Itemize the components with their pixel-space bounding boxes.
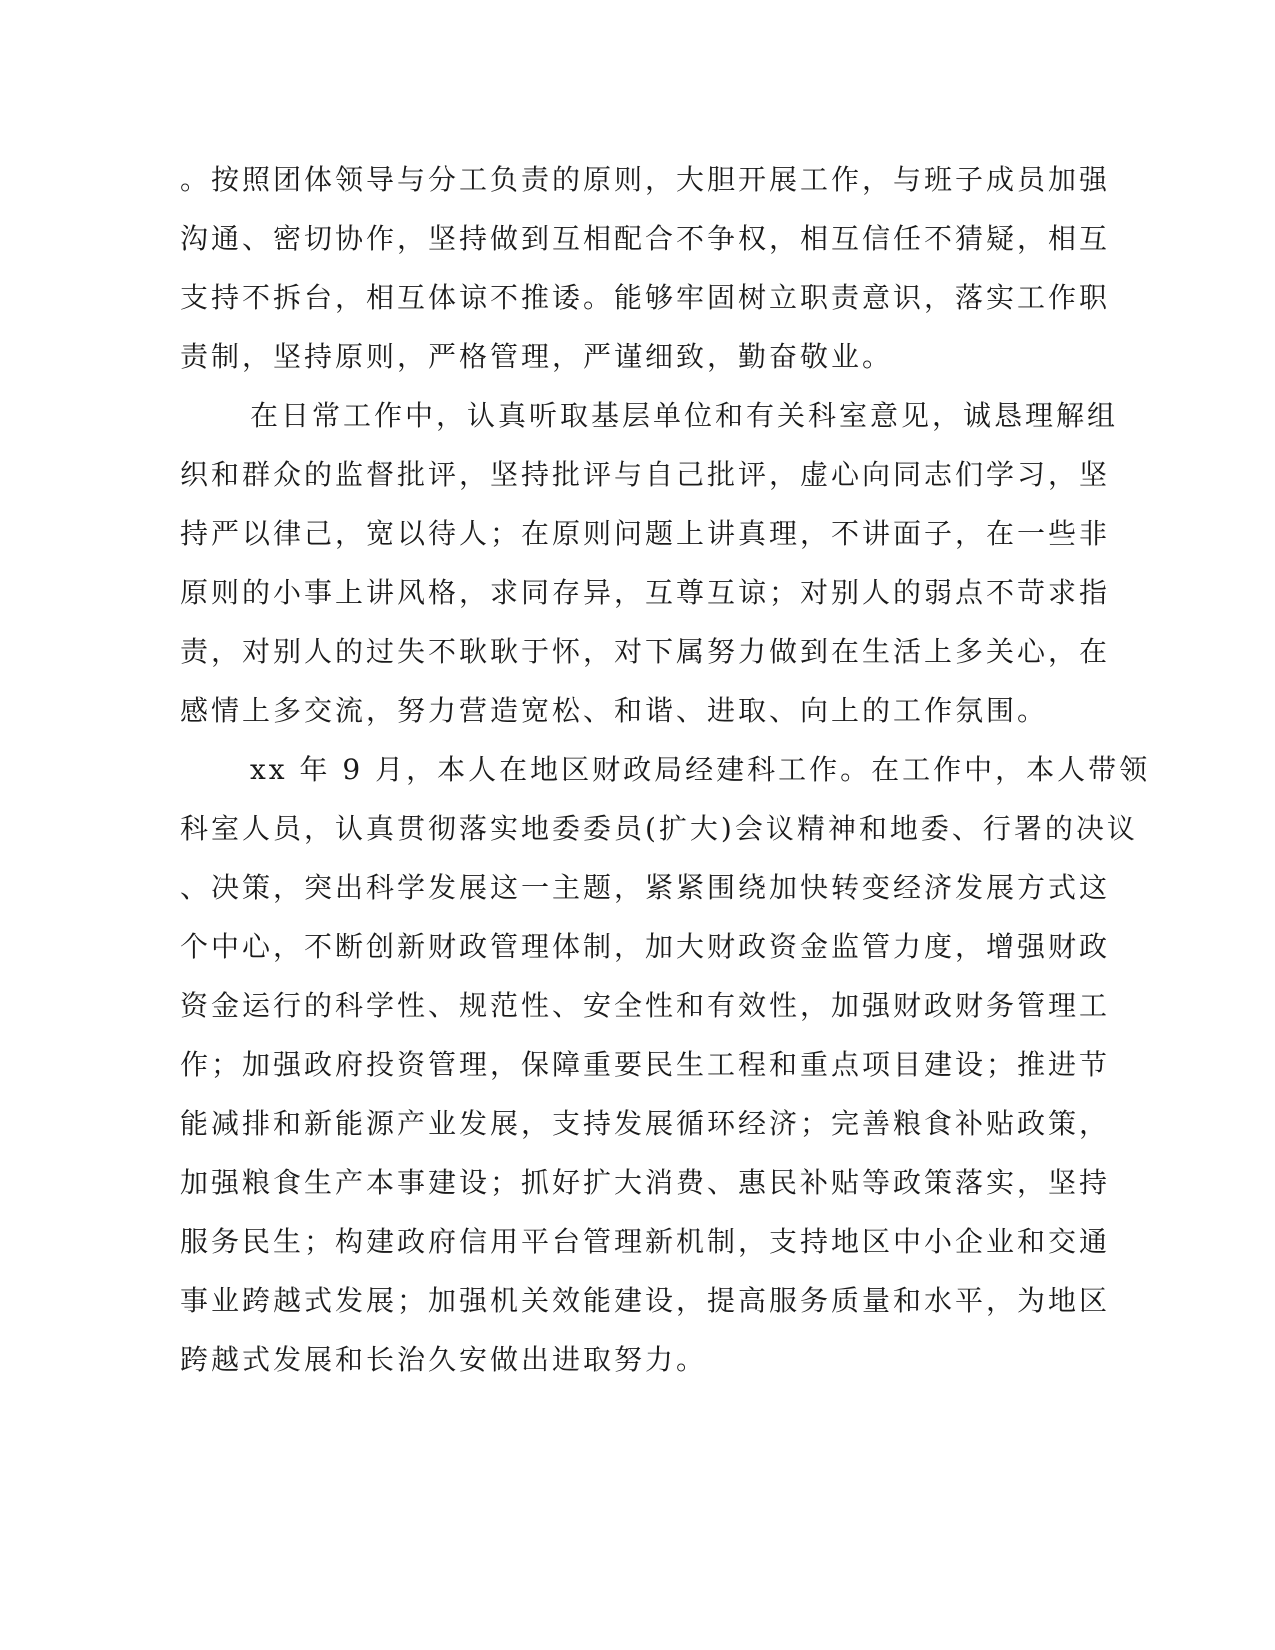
text-line: 、决策，突出科学发展这一主题，紧紧围绕加快转变经济发展方式这: [180, 871, 1111, 904]
text-line: 事业跨越式发展；加强机关效能建设，提高服务质量和水平，为地区: [180, 1284, 1111, 1317]
text-line: 织和群众的监督批评，坚持批评与自己批评，虚心向同志们学习，坚: [180, 458, 1111, 491]
text-line: 感情上多交流，努力营造宽松、和谐、进取、向上的工作氛围。: [180, 694, 1049, 727]
text-line: 加强粮食生产本事建设；抓好扩大消费、惠民补贴等政策落实，坚持: [180, 1166, 1111, 1199]
paragraph-first-line: 在日常工作中，认真听取基层单位和有关科室意见，诚恳理解组: [250, 399, 1119, 432]
text-line: 作；加强政府投资管理，保障重要民生工程和重点项目建设；推进节: [180, 1048, 1111, 1081]
text-line: 责，对别人的过失不耿耿于怀，对下属努力做到在生活上多关心，在: [180, 635, 1111, 668]
text-line: 责制，坚持原则，严格管理，严谨细致，勤奋敬业。: [180, 340, 894, 373]
text-line: 个中心，不断创新财政管理体制，加大财政资金监管力度，增强财政: [180, 930, 1111, 963]
text-line: 沟通、密切协作，坚持做到互相配合不争权，相互信任不猜疑，相互: [180, 222, 1111, 255]
text-line: 服务民生；构建政府信用平台管理新机制，支持地区中小企业和交通: [180, 1225, 1111, 1258]
text-line: 能减排和新能源产业发展，支持发展循环经济；完善粮食补贴政策，: [180, 1107, 1111, 1140]
text-line: 支持不拆台，相互体谅不推诿。能够牢固树立职责意识，落实工作职: [180, 281, 1111, 314]
text-line: 持严以律己，宽以待人；在原则问题上讲真理，不讲面子，在一些非: [180, 517, 1111, 550]
text-line: 。按照团体领导与分工负责的原则，大胆开展工作，与班子成员加强: [180, 163, 1111, 196]
paragraph-first-line: xx 年 9 月，本人在地区财政局经建科工作。在工作中，本人带领: [250, 753, 1151, 786]
text-line: 原则的小事上讲风格，求同存异，互尊互谅；对别人的弱点不苛求指: [180, 576, 1111, 609]
text-line: 跨越式发展和长治久安做出进取努力。: [180, 1343, 708, 1376]
text-line: 资金运行的科学性、规范性、安全性和有效性，加强财政财务管理工: [180, 989, 1111, 1022]
text-line: 科室人员，认真贯彻落实地委委员(扩大)会议精神和地委、行署的决议: [180, 812, 1138, 845]
